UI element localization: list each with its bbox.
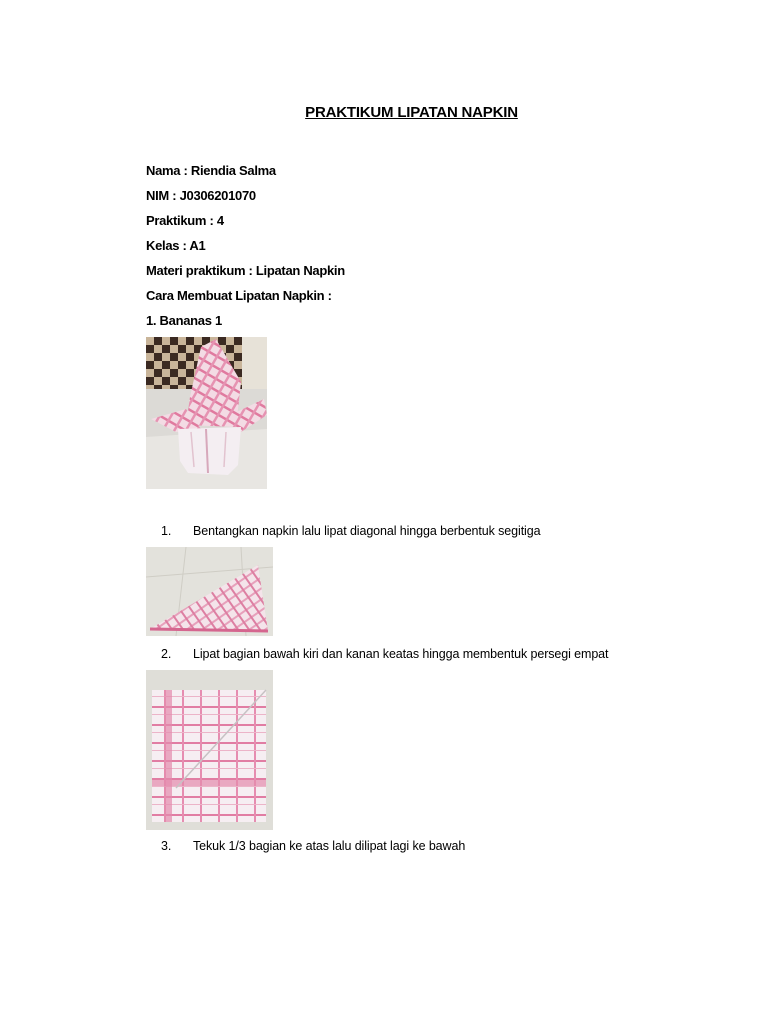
step-2 [161,647,608,661]
step-text: Bentangkan napkin lalu lipat diagonal hingga berbentuk segitiga [193,524,541,538]
square-fold-photo [146,670,273,830]
section-heading: 1. Bananas 1 [146,313,222,328]
step-number: 1. [161,524,172,538]
class-label: Kelas : A1 [146,238,206,253]
praktikum-number: Praktikum : 4 [146,213,224,228]
step-number: 2. [161,647,172,661]
step-text: Tekuk 1/3 bagian ke atas lalu dilipat lagi ke bawah [193,839,466,853]
step-3 [161,839,465,853]
method-heading: Cara Membuat Lipatan Napkin : [146,288,332,303]
finished-napkin-photo [146,337,267,489]
page-title: PRAKTIKUM LIPATAN NAPKIN [305,104,518,121]
triangle-fold-photo [146,547,273,636]
student-name: Nama : Riendia Salma [146,163,276,178]
material-label: Materi praktikum : Lipatan Napkin [146,263,345,278]
step-1 [161,524,540,538]
student-nim: NIM : J0306201070 [146,188,256,203]
step-number: 3. [161,839,172,853]
step-text: Lipat bagian bawah kiri dan kanan keatas hingga membentuk persegi empat [193,647,609,661]
